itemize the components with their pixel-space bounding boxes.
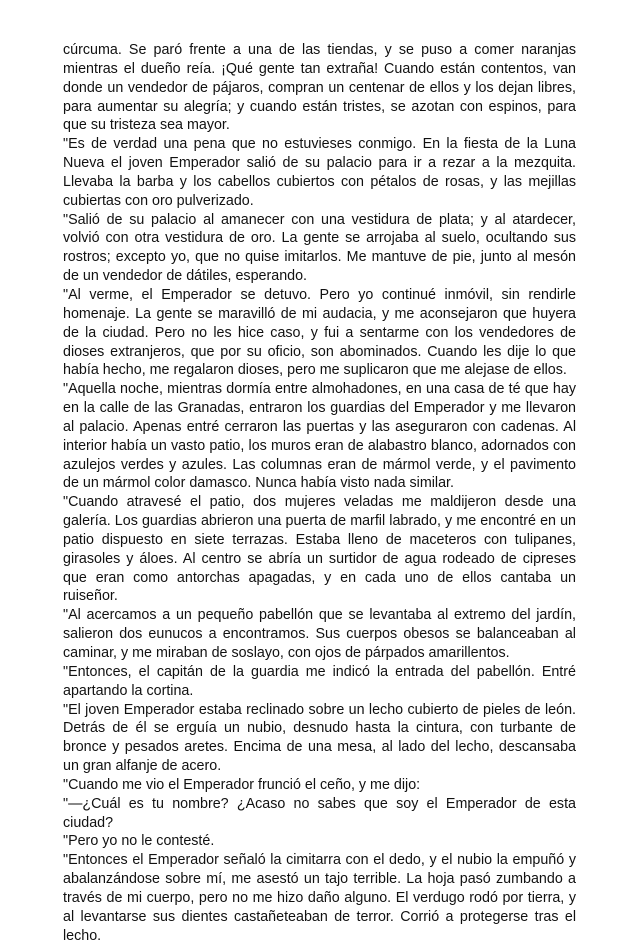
paragraph: "Salió de su palacio al amanecer con una vestidura de plata; y al atardecer, volvió con otra vestidura de oro. La gente se arrojaba al suelo, ocultando sus rostros; excepto yo, que no quise imitarlos. Me mantuve de pie, junto al mesón de un vendedor de dátiles, esperando. (63, 211, 576, 285)
paragraph: "Es de verdad una pena que no estuvieses conmigo. En la fiesta de la Luna Nueva el joven Emperador salió de su palacio para ir a rezar a la mezquita. Llevaba la barba y los cabellos cubiertos con pétalos de rosas, y las mejillas cubiertas con oro pulverizado. (63, 136, 576, 209)
document-page (63, 41, 576, 946)
paragraph: "Pero yo no le contesté. (63, 833, 215, 850)
paragraph: "Al verme, el Emperador se detuvo. Pero yo continué inmóvil, sin rendirle homenaje. La gente se maravilló de mi audacia, y me aconsejaron que huyera de la ciudad. Pero no les hice caso, y fui a sentarme con los vendedores de dioses extranjeros, que por su oficio, son abominados. Cuando les dije lo que había hecho, me regalaron dioses, pero me suplicaron que me alejase de ellos. (63, 286, 576, 379)
paragraph: "Aquella noche, mientras dormía entre almohadones, en una casa de té que hay en la calle de las Granadas, entraron los guardias del Emperador y me llevaron al palacio. Apenas entré cerraron las puertas y las aseguraron con cadenas. Al interior había un vasto patio, los muros eran de alabastro blanco, adornados con azulejos verdes y azules. Las columnas eran de mármol verde, y el pavimento de un mármol color damasco. Nunca había visto nada similar. (63, 381, 576, 492)
paragraph: "Entonces, el capitán de la guardia me indicó la entrada del pabellón. Entré apartando la cortina. (63, 663, 576, 699)
paragraph: "Cuando atravesé el patio, dos mujeres veladas me maldijeron desde una galería. Los guardias abrieron una puerta de marfil labrado, y me encontré en un patio dispuesto en siete terrazas. Estaba lleno de maceteros con tulipanes, girasoles y áloes. Al centro se abría un surtidor de agua rodeado de cipreses que eran como antorchas apagadas, y en cada uno de ellos cantaba un ruiseñor. (63, 494, 576, 605)
paragraph: "Al acercamos a un pequeño pabellón que se levantaba al extremo del jardín, salieron dos eunucos a encontramos. Sus cuerpos obesos se balanceaban al caminar, y me miraban de soslayo, con ojos de párpados amarillentos. (63, 607, 576, 661)
paragraph: cúrcuma. Se paró frente a una de las tiendas, y se puso a comer naranjas mientras el dueño reía. ¡Qué gente tan extraña! Cuando están contentos, van donde un vendedor de pájaros, compran un centenar de ellos y los dejan libres, para aumentar su alegría; y cuando están tristes, se azotan con espinos, para que su tristeza sea mayor. (63, 42, 576, 134)
paragraph: "El joven Emperador estaba reclinado sobre un lecho cubierto de pieles de león. Detrás de él se erguía un nubio, desnudo hasta la cintura, con turbante de bronce y pesados aretes. Encima de una mesa, al lado del lecho, descansaba un gran alfanje de acero. (63, 701, 576, 775)
paragraph: "—¿Cuál es tu nombre? ¿Acaso no sabes que soy el Emperador de esta ciudad? (63, 795, 576, 831)
paragraph: "Entonces el Emperador señaló la cimitarra con el dedo, y el nubio la empuñó y abalanzándose sobre mí, me asestó un tajo terrible. La hoja pasó zumbando a través de mi cuerpo, pero no me hizo daño alguno. El verdugo rodó por tierra, y al levantarse sus dientes castañeteaban de terror. Corrió a protegerse tras el lecho. (63, 852, 576, 944)
paragraph: "Cuando me vio el Emperador frunció el ceño, y me dijo: (63, 776, 421, 793)
